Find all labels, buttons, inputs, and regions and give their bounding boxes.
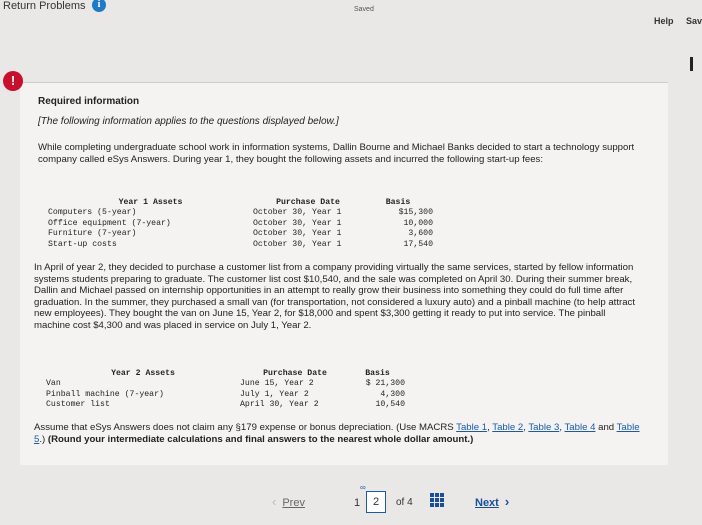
table-row (48, 219, 433, 229)
year2-assets-table (46, 369, 405, 411)
macrs-table-5-link[interactable]: Table 5 (34, 422, 640, 445)
separator: and (595, 422, 617, 433)
table-row (46, 379, 405, 389)
instructions-text: .) (39, 433, 48, 445)
purchase-date: October 30, Year 1 (253, 208, 342, 218)
problem-paragraph-1: While completing undergraduate school work in information systems, Dallin Bourne and Michael Banks decided to start a technology support company called eSys Answers. During year 1, they bought the following assets and incurred the following start-up fees: (38, 142, 635, 165)
asset-name: Customer list (46, 400, 110, 410)
asset-name: Furniture (7-year) (48, 229, 137, 239)
rounding-note: (Round your intermediate calculations and final answers to the nearest whole dollar amount.) (47, 433, 474, 445)
table-header-row (46, 369, 405, 379)
alert-icon: ! (3, 71, 23, 91)
page-2-button[interactable]: 2 (366, 491, 386, 513)
help-link[interactable]: Help (654, 16, 674, 26)
chevron-left-icon: ‹ (272, 494, 277, 509)
return-problems-label[interactable]: Return Problems (3, 0, 86, 12)
purchase-date: October 30, Year 1 (253, 239, 342, 249)
scroll-indicator (690, 57, 693, 71)
table-header-row (48, 198, 433, 208)
macrs-table-1-link[interactable]: Table 1 (456, 422, 488, 433)
purchase-date: October 30, Year 1 (253, 229, 342, 239)
chevron-right-icon: › (504, 494, 510, 509)
macrs-table-2-link[interactable]: Table 2 (492, 422, 524, 433)
purchase-date: June 15, Year 2 (240, 379, 314, 389)
prev-button[interactable] (272, 494, 305, 516)
table-row (48, 229, 433, 239)
table-row (48, 240, 433, 250)
next-label: Next (475, 497, 499, 509)
column-header-date: Purchase Date (263, 369, 327, 378)
prev-label: Prev (282, 497, 305, 509)
problem-paragraph-2: In April of year 2, they decided to purchase a customer list from a company providing virtually the same services, started by fellow information systems students preparing to graduate. The customer list cost $10,540, and the sale was completed on April 30. During their summer break, Dallin and Michael passed on internship opportunities in an attempt to really grow their business into something they could do full time after graduation. In the summer, they purchased a small van (for transportation, not considered a luxury auto) and a pinball machine (to help attract new employees). They bought the van on June 15, Year 2, for $18,000 and spent $3,300 getting it ready to put into service. The pinball machine cost $4,300 and was placed in service on July 1, Year 2. (34, 262, 636, 331)
asset-name: Computers (5-year) (48, 208, 137, 218)
next-button[interactable] (475, 494, 509, 509)
basis-value: $ 21,300 (365, 379, 405, 389)
year1-assets-table (48, 198, 433, 250)
separator: , (487, 422, 493, 433)
column-header-asset: Year 1 Assets (118, 198, 183, 207)
separator: , (559, 422, 565, 433)
intro-note: [The following information applies to the questions displayed below.] (38, 116, 339, 127)
basis-value: 10,000 (403, 218, 433, 228)
grid-icon[interactable] (430, 493, 444, 507)
top-bar (0, 0, 700, 30)
basis-value: $15,300 (398, 208, 433, 218)
link-icon: ∞ (360, 483, 366, 492)
basis-value: 4,300 (380, 389, 405, 399)
macrs-table-3-link[interactable]: Table 3 (528, 422, 560, 433)
purchase-date: July 1, Year 2 (240, 389, 309, 399)
basis-value: 17,540 (403, 239, 433, 249)
info-icon[interactable]: i (92, 0, 106, 12)
asset-name: Office equipment (7-year) (48, 218, 171, 228)
macrs-table-4-link[interactable]: Table 4 (564, 422, 596, 433)
page-1-button[interactable]: 1 (353, 497, 361, 509)
purchase-date: October 30, Year 1 (253, 218, 342, 228)
page-total: of 4 (396, 497, 413, 508)
required-info-heading: Required information (38, 96, 140, 107)
save-link[interactable]: Sav (686, 16, 702, 26)
separator: , (523, 422, 529, 433)
column-header-asset: Year 2 Assets (111, 369, 175, 378)
asset-name: Pinball machine (7-year) (46, 389, 164, 399)
basis-value: 10,540 (375, 400, 405, 410)
basis-value: 3,600 (408, 229, 433, 239)
instructions-text: Assume that eSys Answers does not claim any §179 expense or bonus depreciation. (Use MACRS (34, 422, 457, 433)
instructions-paragraph (34, 422, 649, 445)
asset-name: Van (46, 379, 61, 389)
table-row (48, 208, 433, 218)
column-header-date: Purchase Date (276, 198, 340, 207)
saved-status: Saved (354, 6, 374, 13)
column-header-basis: Basis (385, 198, 411, 207)
table-row (46, 390, 405, 400)
table-row (46, 400, 405, 410)
asset-name: Start-up costs (48, 239, 117, 249)
purchase-date: April 30, Year 2 (240, 400, 319, 410)
column-header-basis: Basis (365, 369, 390, 378)
